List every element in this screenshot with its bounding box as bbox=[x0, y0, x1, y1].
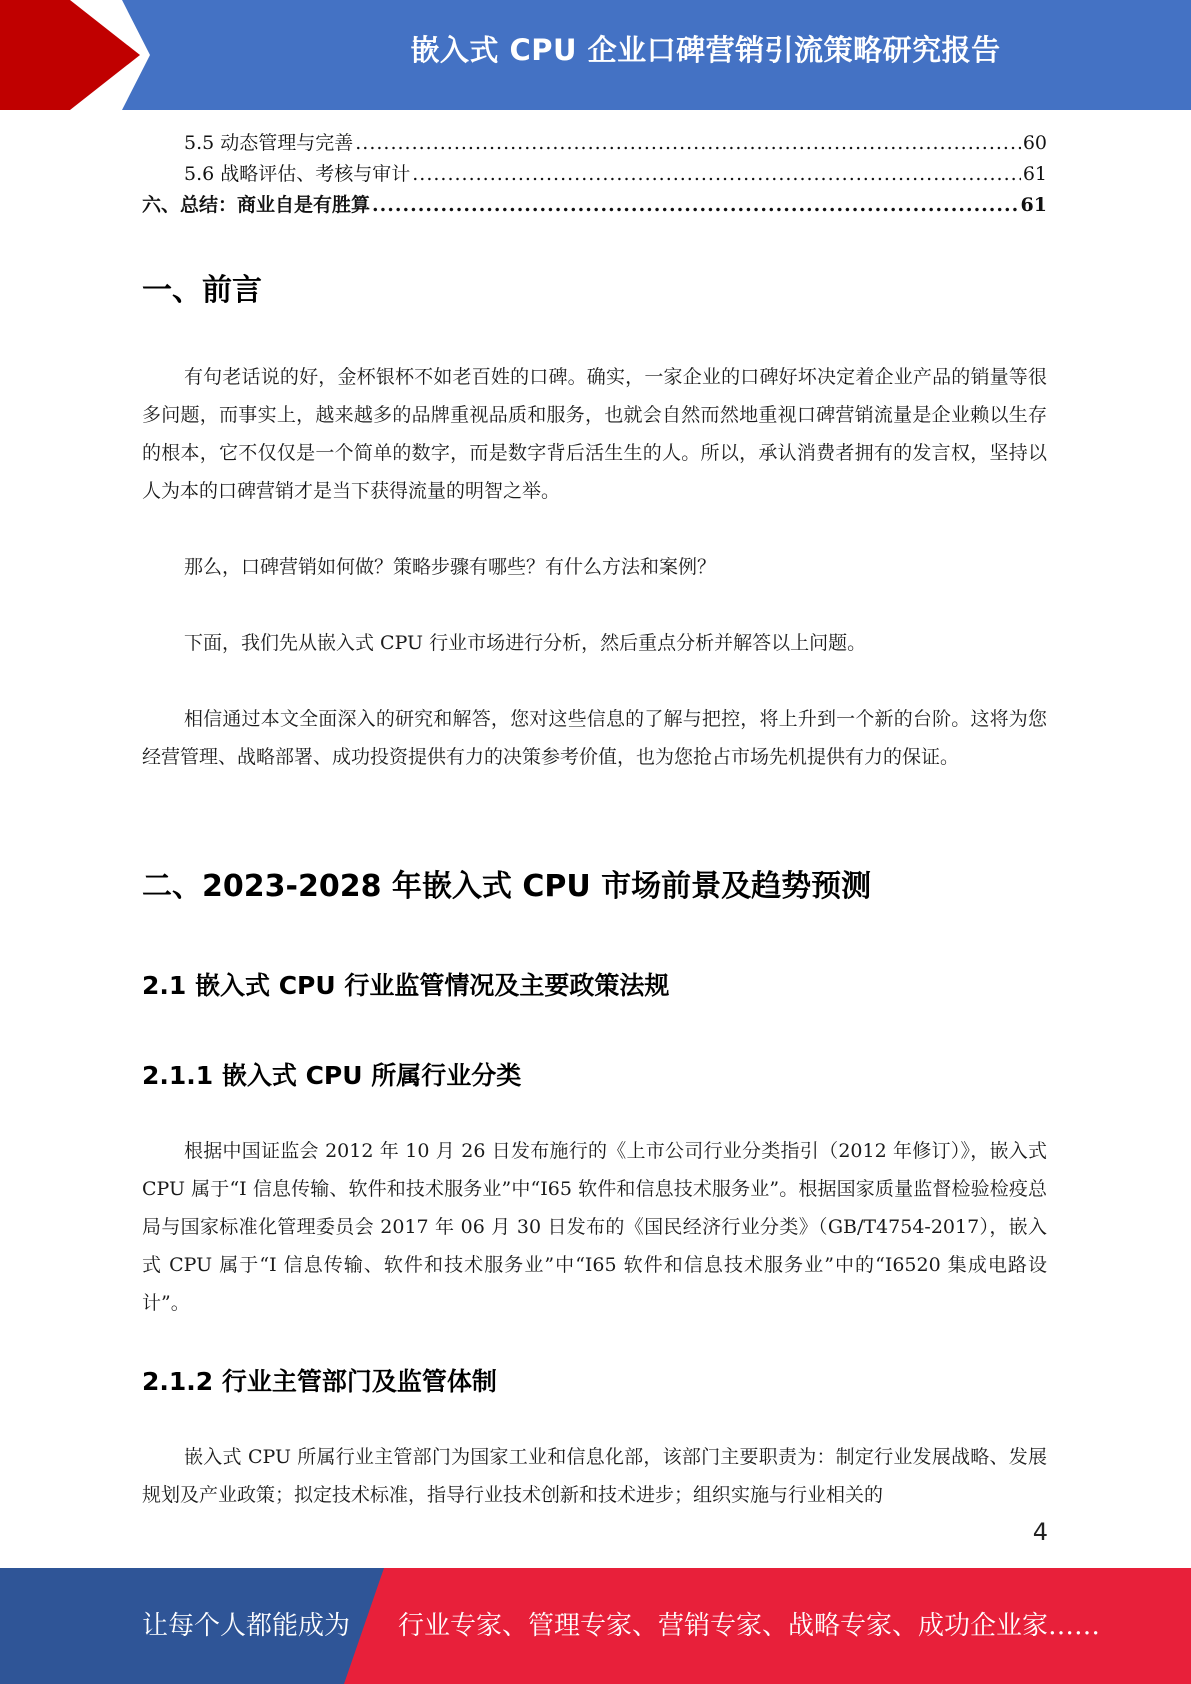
toc-entry-label: 六、总结：商业自是有胜算 bbox=[142, 194, 371, 216]
footer-slogan-left: 让每个人都能成为 bbox=[142, 1611, 351, 1641]
subsection-heading-2-1-2: 2.1.2 行业主管部门及监管体制 bbox=[142, 1367, 497, 1396]
header-banner bbox=[0, 0, 1191, 110]
section-heading-market: 二、2023-2028 年嵌入式 CPU 市场前景及趋势预测 bbox=[142, 869, 872, 904]
header-arrow-decoration bbox=[0, 0, 160, 110]
toc-leader-dots bbox=[372, 194, 1019, 216]
industry-classification-paragraph: 根据中国证监会 2012 年 10 月 26 日发布施行的《上市公司行业分类指引（2012 年修订）》，嵌入式 CPU 属于“I 信息传输、软件和技术服务业”中“I65 软件和信息技术服务业”。根据国家质量监督检验检疫总局与国家标准化管理委员会 2017 年 06 月 30 日发布的《国民经济行业分类》（GB/T4754-2017），嵌入式 CPU 属于“I 信息传输、软件和技术服务业”中“I65 软件和信息技术服务业”中的“I6520 集成电路设计”。 bbox=[142, 1140, 1047, 1314]
toc-entry-label: 5.5 动态管理与完善 bbox=[184, 132, 354, 154]
subsection-heading-2-1: 2.1 嵌入式 CPU 行业监管情况及主要政策法规 bbox=[142, 971, 670, 1000]
preface-paragraph-1: 有句老话说的好，金杯银杯不如老百姓的口碑。确实，一家企业的口碑好坏决定着企业产品的销量等很多问题，而事实上，越来越多的品牌重视品质和服务，也就会自然而然地重视口碑营销流量是企业赖以生存的根本，它不仅仅是一个简单的数字，而是数字背后活生生的人。所以，承认消费者拥有的发言权，坚持以人为本的口碑营销才是当下获得流量的明智之举。 bbox=[142, 366, 1047, 502]
regulator-paragraph: 嵌入式 CPU 所属行业主管部门为国家工业和信息化部，该部门主要职责为：制定行业发展战略、发展规划及产业政策；拟定技术标准，指导行业技术创新和技术进步；组织实施与行业相关的 bbox=[142, 1446, 1047, 1506]
toc-entry-page: 60 bbox=[1022, 132, 1047, 154]
toc-entry-label: 5.6 战略评估、考核与审计 bbox=[184, 163, 411, 185]
toc-entry[interactable] bbox=[142, 159, 1047, 190]
report-title: 嵌入式 CPU 企业口碑营销引流策略研究报告 bbox=[410, 33, 1001, 67]
toc-entry[interactable] bbox=[142, 128, 1047, 159]
subsection-heading-2-1-1: 2.1.1 嵌入式 CPU 所属行业分类 bbox=[142, 1061, 522, 1090]
toc-entry-page: 61 bbox=[1022, 163, 1047, 185]
table-of-contents bbox=[142, 128, 1047, 221]
toc-entry[interactable] bbox=[142, 190, 1047, 221]
footer-slogan-right: 行业专家、管理专家、营销专家、战略专家、成功企业家…… bbox=[398, 1611, 1101, 1641]
footer-banner bbox=[0, 1568, 1191, 1684]
section-heading-preface: 一、前言 bbox=[142, 273, 262, 308]
preface-paragraph-3: 下面，我们先从嵌入式 CPU 行业市场进行分析，然后重点分析并解答以上问题。 bbox=[184, 632, 867, 654]
preface-paragraph-2: 那么，口碑营销如何做？策略步骤有哪些？有什么方法和案例？ bbox=[184, 556, 717, 578]
toc-entry-page: 61 bbox=[1020, 194, 1047, 216]
toc-leader-dots bbox=[355, 132, 1021, 154]
page-number: 4 bbox=[1032, 1518, 1048, 1546]
toc-leader-dots bbox=[412, 163, 1021, 185]
preface-paragraph-4: 相信通过本文全面深入的研究和解答，您对这些信息的了解与把控，将上升到一个新的台阶。这将为您经营管理、战略部署、成功投资提供有力的决策参考价值，也为您抢占市场先机提供有力的保证。 bbox=[142, 708, 1047, 768]
